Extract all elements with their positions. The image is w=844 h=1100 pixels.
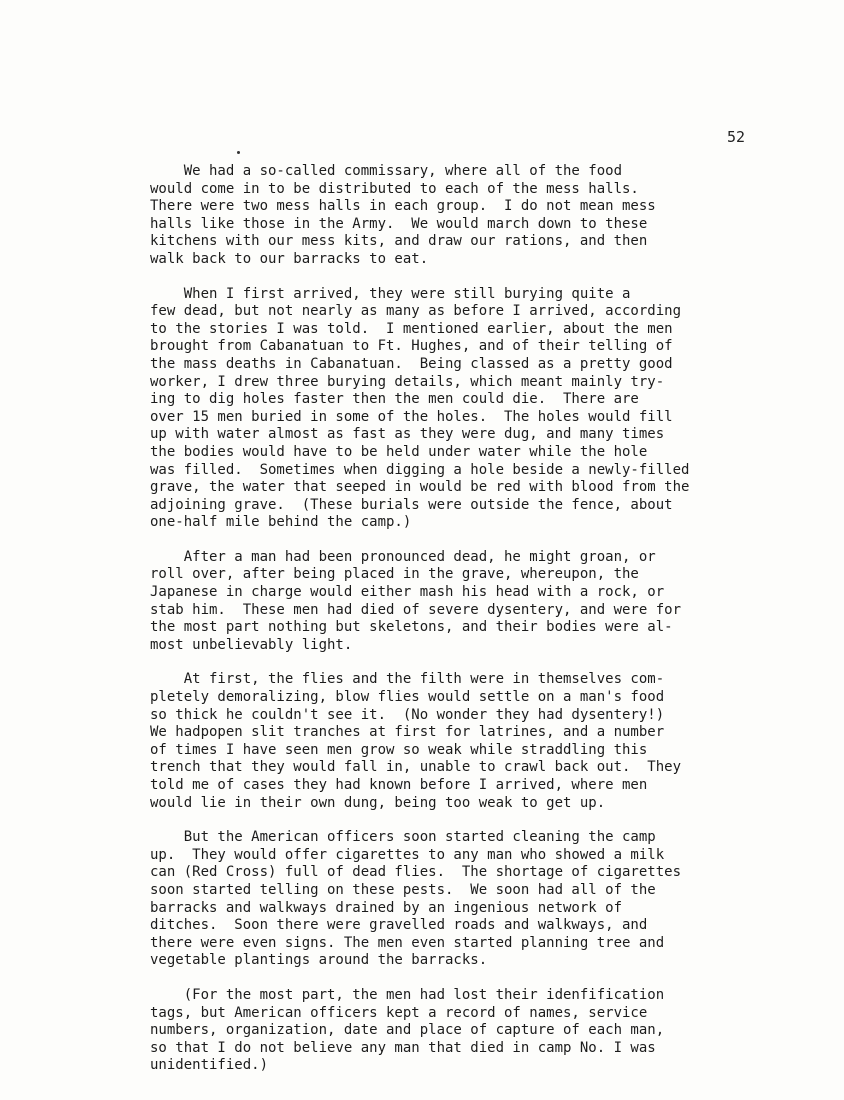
text-line: the bodies would have to be held under water while the hole [150, 443, 648, 460]
text-line: vegetable plantings around the barracks. [150, 952, 488, 969]
text-line: of times I have seen men grow so weak while straddling this [150, 741, 648, 758]
text-line: unidentified.) [150, 1057, 269, 1074]
text-line: worker, I drew three burying details, which meant mainly try- [150, 373, 665, 390]
text-line: After a man had been pronounced dead, he might groan, or [150, 548, 656, 565]
text-line: We had a so-called commissary, where all of the food [150, 163, 623, 179]
text-line: most unbelievably light. [150, 636, 353, 653]
text-line: pletely demoralizing, blow flies would settle on a man's food [150, 689, 665, 706]
text-line: walk back to our barracks to eat. [150, 250, 429, 267]
text-line: But the American officers soon started cleaning the camp [150, 829, 656, 846]
text-line: brought from Cabanatuan to Ft. Hughes, and of their telling of [150, 338, 673, 355]
text-line: would come in to be distributed to each of the mess halls. [150, 180, 639, 197]
text-line: can (Red Cross) full of dead flies. The shortage of cigarettes [150, 864, 682, 881]
paragraph-pronounced-dead [150, 549, 810, 655]
page-number: 52 [727, 128, 746, 146]
text-line: tags, but American officers kept a record of names, service [150, 1004, 648, 1021]
text-line: ditches. Soon there were gravelled roads and walkways, and [150, 917, 648, 934]
text-line: barracks and walkways drained by an ingenious network of [150, 899, 623, 916]
text-line: would lie in their own dung, being too weak to get up. [150, 794, 606, 811]
text-line: over 15 men buried in some of the holes. The holes would fill [150, 408, 673, 425]
text-line: There were two mess halls in each group. I do not mean mess [150, 198, 656, 215]
text-line: Japanese in charge would either mash his head with a rock, or [150, 584, 665, 601]
text-line: At first, the flies and the filth were in themselves com- [150, 671, 665, 688]
text-line: one-half mile behind the camp.) [150, 514, 412, 531]
text-line: halls like those in the Army. We would march down to these [150, 215, 648, 232]
text-line: was filled. Sometimes when digging a hole beside a newly-filled [150, 461, 690, 478]
text-line: so that I do not believe any man that died in camp No. I was [150, 1039, 656, 1056]
text-line: roll over, after being placed in the grave, whereupon, the [150, 566, 639, 583]
text-line: up with water almost as fast as they were dug, and many times [150, 426, 665, 443]
text-line: numbers, organization, date and place of capture of each man, [150, 1022, 665, 1039]
text-line: stab him. These men had died of severe dysentery, and were for [150, 601, 682, 618]
text-line: soon started telling on these pests. We soon had all of the [150, 881, 656, 898]
text-line: We hadpopen slit tranches at first for latrines, and a number [150, 724, 665, 741]
body-text [150, 163, 810, 1092]
paragraph-cleaning-camp [150, 829, 810, 970]
paragraph-burying-details [150, 286, 810, 532]
text-line: few dead, but not nearly as many as before I arrived, according [150, 303, 682, 320]
text-line: grave, the water that seeped in would be red with blood from the [150, 479, 690, 496]
text-line: trench that they would fall in, unable to crawl back out. They [150, 759, 682, 776]
text-line: When I first arrived, they were still burying quite a [150, 285, 631, 302]
text-line: adjoining grave. (These burials were outside the fence, about [150, 496, 673, 513]
paragraph-flies-and-filth [150, 671, 810, 812]
text-line: ing to dig holes faster then the men could die. There are [150, 391, 639, 408]
text-line: the most part nothing but skeletons, and their bodies were al- [150, 619, 673, 636]
paragraph-identification-tags [150, 987, 810, 1075]
text-line: kitchens with our mess kits, and draw our rations, and then [150, 233, 648, 250]
text-line: there were even signs. The men even started planning tree and [150, 934, 665, 951]
text-line: the mass deaths in Cabanatuan. Being classed as a pretty good [150, 355, 673, 372]
text-line: so thick he couldn't see it. (No wonder they had dysentery!) [150, 706, 665, 723]
text-line: up. They would offer cigarettes to any man who showed a milk [150, 846, 665, 863]
text-line: to the stories I was told. I mentioned earlier, about the men [150, 320, 673, 337]
text-line: told me of cases they had known before I arrived, where men [150, 777, 648, 793]
paragraph-commissary [150, 163, 810, 269]
ink-speck [237, 151, 240, 154]
text-line: (For the most part, the men had lost their idenfification [150, 986, 665, 1003]
